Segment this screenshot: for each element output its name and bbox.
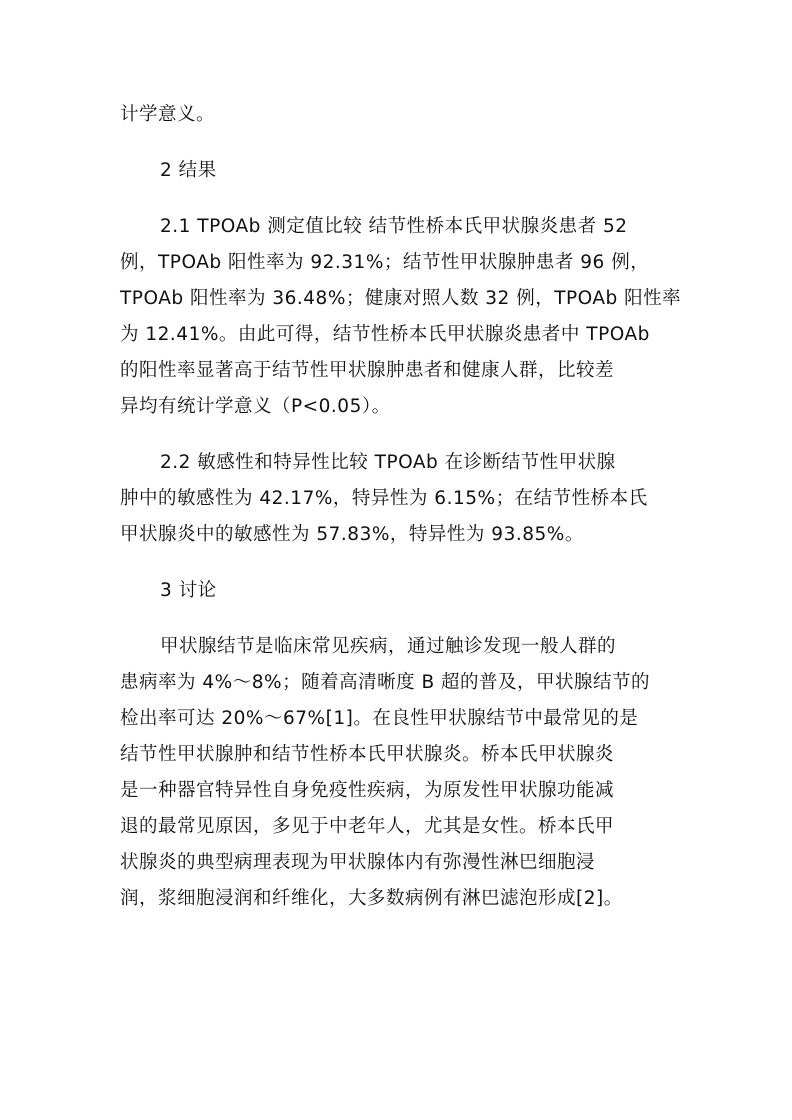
text-line: 的阳性率显著高于结节性甲状腺肿患者和健康人群，比较差 [120,360,615,381]
text-line: 甲状腺炎中的敏感性为 57.83%，特异性为 93.85%。 [120,524,584,545]
text-line: 润，浆细胞浸润和纤维化，大多数病例有淋巴滤泡形成[2]。 [120,888,623,909]
text-line: 患病率为 4%～8%；随着高清晰度 B 超的普及，甲状腺结节的 [120,672,651,693]
text-line: 异均有统计学意义（P<0.05）。 [120,396,391,417]
text-line: 2.1 TPOAb 测定值比较 结节性桥本氏甲状腺炎患者 52 [160,216,628,237]
text-line: 3 讨论 [160,580,217,601]
text-line: 肿中的敏感性为 42.17%，特异性为 6.15%；在结节性桥本氏 [120,488,648,509]
text-line: 状腺炎的典型病理表现为甲状腺体内有弥漫性淋巴细胞浸 [120,852,596,873]
text-line: 例，TPOAb 阳性率为 92.31%；结节性甲状腺肿患者 96 例， [120,252,650,273]
text-line: 为 12.41%。由此可得，结节性桥本氏甲状腺炎患者中 TPOAb [120,324,650,345]
text-line: 2.2 敏感性和特异性比较 TPOAb 在诊断结节性甲状腺 [160,452,616,473]
text-line: 2 结果 [160,160,217,181]
text-line: 退的最常见原因，多见于中老年人，尤其是女性。桥本氏甲 [120,816,615,837]
text-line: 检出率可达 20%～67%[1]。在良性甲状腺结节中最常见的是 [120,708,639,729]
text-line: 结节性甲状腺肿和结节性桥本氏甲状腺炎。桥本氏甲状腺炎 [120,744,615,765]
text-line: 甲状腺结节是临床常见疾病，通过触诊发现一般人群的 [160,636,617,657]
text-line: 是一种器官特异性自身免疫性疾病，为原发性甲状腺功能减 [120,780,615,801]
text-line: TPOAb 阳性率为 36.48%；健康对照人数 32 例，TPOAb 阳性率 [120,288,682,309]
text-line: 计学意义。 [120,104,216,125]
